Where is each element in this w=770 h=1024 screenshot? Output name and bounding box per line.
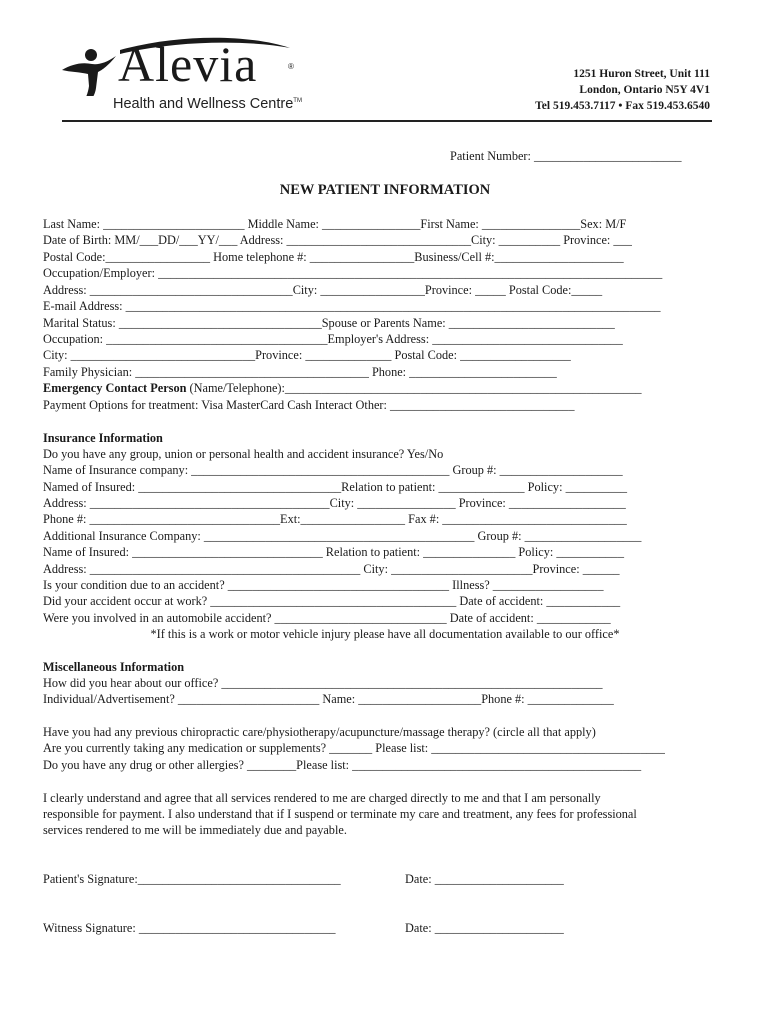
address-line: 1251 Huron Street, Unit 111 xyxy=(573,68,710,80)
trademark-mark: TM xyxy=(293,98,302,105)
additional-insurance-field[interactable]: Additional Insurance Company: ____________________________________________ Group #: ___________________ xyxy=(43,529,642,543)
payment-options[interactable]: Payment Options for treatment: Visa MasterCard Cash Interact Other: ______________________________ xyxy=(43,398,575,412)
dob-address-fields[interactable]: Date of Birth: MM/___DD/___YY/___ Address: ______________________________City: __________ Province: ___ xyxy=(43,233,632,247)
accident-illness-field[interactable]: Is your condition due to an accident? ____________________________________ Illness? __________________ xyxy=(43,578,604,592)
patient-signature-field[interactable]: Patient's Signature:_________________________________ xyxy=(43,872,341,886)
alevia-logo xyxy=(58,36,318,120)
allergies-field[interactable]: Do you have any drug or other allergies? ________Please list: _______________________________________________ xyxy=(43,758,642,772)
address-line: London, Ontario N5Y 4V1 xyxy=(579,84,710,96)
witness-signature-field[interactable]: Witness Signature: ________________________________ xyxy=(43,921,336,935)
insurance-address-field[interactable]: Address: _______________________________________City: ________________ Province: ___________________ xyxy=(43,496,626,510)
work-accident-field[interactable]: Did your accident occur at work? ________________________________________ Date of accident: ____________ xyxy=(43,594,621,608)
agreement-text: I clearly understand and agree that all services rendered to me are charged directly to me and that I am personally xyxy=(43,791,601,805)
previous-care-question[interactable]: Have you had any previous chiropractic care/physiotherapy/acupuncture/massage therapy? (circle all that apply) xyxy=(43,725,596,739)
medication-field[interactable]: Are you currently taking any medication or supplements? _______ Please list: ______________________________________ xyxy=(43,741,665,755)
patient-date-field[interactable]: Date: _____________________ xyxy=(405,872,564,886)
additional-address-field[interactable]: Address: ____________________________________________ City: _______________________Province: ______ xyxy=(43,562,620,576)
agreement-text: responsible for payment. I also understand that if I suspend or terminate my care and treatment, any fees for professional xyxy=(43,807,637,821)
clinic-address xyxy=(535,66,710,114)
additional-insured-field[interactable]: Name of Insured: _______________________________ Relation to patient: _______________ Policy: ___________ xyxy=(43,545,624,559)
employer-address-fields[interactable]: Address: _________________________________City: _________________Province: _____ Postal Code:_____ xyxy=(43,283,603,297)
contact-line: Tel 519.453.7117 • Fax 519.453.6540 xyxy=(535,100,710,112)
auto-accident-field[interactable]: Were you involved in an automobile accident? ____________________________ Date of accident: ____________ xyxy=(43,611,611,625)
city-province-postal-fields[interactable]: City: ______________________________Province: ______________ Postal Code: __________________ xyxy=(43,348,571,362)
referral-name-phone-field[interactable]: Individual/Advertisement? _______________________ Name: ____________________Phone #: ______________ xyxy=(43,692,614,706)
patient-number-field[interactable]: Patient Number: ________________________ xyxy=(450,149,682,163)
logo-tagline xyxy=(113,96,302,112)
occupation-employer-address-fields[interactable]: Occupation: ____________________________________Employer's Address: _______________________________ xyxy=(43,332,623,346)
occupation-employer-field[interactable]: Occupation/Employer: __________________________________________________________________________________ xyxy=(43,266,663,280)
emergency-contact-label: Emergency Contact Person xyxy=(43,381,187,395)
referral-source-field[interactable]: How did you hear about our office? ______________________________________________________________ xyxy=(43,676,603,690)
name-sex-fields[interactable]: Last Name: _______________________ Middle Name: ________________First Name: ________________Sex: M/F xyxy=(43,217,627,231)
insurance-company-field[interactable]: Name of Insurance company: __________________________________________ Group #: ____________________ xyxy=(43,463,623,477)
insurance-heading: Insurance Information xyxy=(43,431,163,445)
insurance-phone-field[interactable]: Phone #: _______________________________Ext:_________________ Fax #: ______________________________ xyxy=(43,512,627,526)
logo-tagline-text: Health and Wellness Centre xyxy=(113,96,294,112)
registered-mark: ® xyxy=(288,62,294,71)
letterhead xyxy=(0,0,770,125)
emergency-contact-field[interactable] xyxy=(43,380,733,396)
emergency-contact-blank[interactable]: (Name/Telephone):__________________________________________________________ xyxy=(186,381,642,395)
misc-heading: Miscellaneous Information xyxy=(43,660,185,674)
family-physician-fields[interactable]: Family Physician: ______________________________________ Phone: ________________________ xyxy=(43,365,557,379)
header-divider xyxy=(62,120,712,122)
logo-wordmark: Alevia xyxy=(118,36,258,92)
email-field[interactable]: E-mail Address: _______________________________________________________________________________________ xyxy=(43,299,661,313)
marital-spouse-fields[interactable]: Marital Status: _________________________________Spouse or Parents Name: ___________________________ xyxy=(43,316,615,330)
postal-phone-fields[interactable]: Postal Code:_________________ Home telephone #: _________________Business/Cell #:_____________________ xyxy=(43,250,624,264)
agreement-text: services rendered to me will be immediately due and payable. xyxy=(43,823,347,837)
insurance-yes-no[interactable]: Do you have any group, union or personal health and accident insurance? Yes/No xyxy=(43,447,444,461)
form-title: NEW PATIENT INFORMATION xyxy=(279,182,491,198)
insured-name-field[interactable]: Named of Insured: _________________________________Relation to patient: ______________ Policy: __________ xyxy=(43,480,628,494)
witness-date-field[interactable]: Date: _____________________ xyxy=(405,921,564,935)
documentation-note: *If this is a work or motor vehicle injury please have all documentation available to our office* xyxy=(150,627,620,641)
